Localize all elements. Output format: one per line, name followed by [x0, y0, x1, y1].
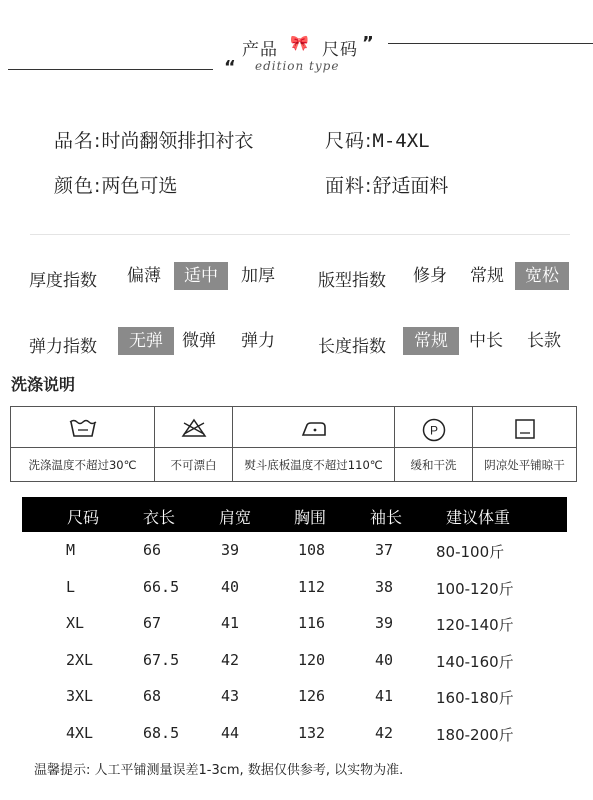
table-cell: 43	[221, 687, 240, 705]
length-option: 中长	[469, 331, 503, 351]
table-cell: 37	[375, 541, 394, 559]
table-cell: 108	[298, 541, 326, 559]
table-cell: 132	[298, 724, 326, 742]
table-cell: 116	[298, 614, 326, 632]
size-table-header-cell: 尺码	[67, 508, 100, 527]
dry-clean-p-icon	[395, 417, 472, 443]
header-quote-close: ”	[362, 33, 374, 54]
product-size-label: 尺码:	[325, 130, 373, 152]
table-cell: 66	[143, 541, 162, 559]
thickness-option: 加厚	[241, 266, 275, 286]
table-cell: 120-140斤	[436, 616, 514, 634]
header-line-left	[8, 69, 213, 70]
length-index-label: 长度指数	[318, 337, 386, 357]
table-cell: 40	[375, 651, 394, 669]
care-text-dryclean: 缓和干洗	[410, 458, 457, 472]
table-cell: 4XL	[66, 724, 94, 742]
product-size	[325, 126, 430, 153]
product-color-label: 颜色:	[54, 175, 102, 197]
bow-icon: 🎀	[290, 34, 309, 52]
table-cell: 80-100斤	[436, 543, 505, 561]
iron-icon	[233, 417, 394, 443]
product-fabric	[325, 171, 448, 198]
fit-option: 修身	[413, 266, 447, 286]
table-cell: XL	[66, 614, 85, 632]
product-fabric-label: 面料:	[325, 175, 373, 197]
thickness-option: 偏薄	[127, 266, 161, 286]
table-cell: 41	[375, 687, 394, 705]
elasticity-option: 微弹	[182, 331, 216, 351]
product-name-label: 品名:	[54, 130, 102, 152]
table-cell: 39	[221, 541, 240, 559]
care-cell-wash	[11, 407, 155, 481]
table-cell: L	[66, 578, 76, 596]
size-table-header-cell: 胸围	[294, 508, 327, 527]
table-cell: 126	[298, 687, 326, 705]
care-text-wash: 洗涤温度不超过30℃	[28, 458, 137, 472]
thickness-option: 适中	[174, 262, 228, 290]
table-cell: 42	[221, 651, 240, 669]
care-cell-dry	[473, 407, 576, 481]
product-size-value: M-4XL	[372, 130, 430, 152]
table-cell: 39	[375, 614, 394, 632]
product-name-value: 时尚翻领排扣衬衣	[101, 130, 254, 152]
header-title-left: 产品	[242, 40, 278, 60]
care-table	[10, 406, 577, 482]
care-cell-iron	[233, 407, 395, 481]
table-cell: 120	[298, 651, 326, 669]
size-table-header-cell: 袖长	[370, 508, 403, 527]
size-table-header	[22, 497, 567, 532]
size-table-header-cell: 肩宽	[219, 508, 252, 527]
table-cell: 38	[375, 578, 394, 596]
header-quote-open: “	[224, 57, 236, 78]
care-text-dry: 阴凉处平铺晾干	[484, 458, 565, 472]
table-cell: 68.5	[143, 724, 180, 742]
care-text-iron: 熨斗底板温度不超过110℃	[244, 458, 383, 472]
length-option: 常规	[403, 327, 459, 355]
no-bleach-icon	[155, 417, 232, 443]
table-cell: 140-160斤	[436, 653, 514, 671]
fit-option: 常规	[470, 266, 504, 286]
table-cell: 67.5	[143, 651, 180, 669]
table-cell: 180-200斤	[436, 726, 514, 744]
size-note: 温馨提示: 人工平铺测量误差1-3cm, 数据仅供参考, 以实物为准.	[34, 763, 404, 778]
table-cell: 44	[221, 724, 240, 742]
care-section-title: 洗涤说明	[11, 375, 76, 394]
thickness-index-label: 厚度指数	[29, 271, 97, 291]
elasticity-option: 无弹	[118, 327, 174, 355]
table-cell: 112	[298, 578, 326, 596]
header-title-right: 尺码	[322, 40, 358, 60]
elasticity-index-label: 弹力指数	[29, 337, 97, 357]
dry-clean-symbol: P	[429, 423, 438, 438]
fit-index-label: 版型指数	[318, 271, 386, 291]
flat-dry-shade-icon	[473, 417, 576, 443]
table-cell: 2XL	[66, 651, 94, 669]
size-table-header-cell: 建议体重	[446, 508, 511, 527]
table-cell: 160-180斤	[436, 689, 514, 707]
product-fabric-value: 舒适面料	[372, 175, 449, 197]
care-cell-dryclean	[395, 407, 473, 481]
elasticity-option: 弹力	[241, 331, 275, 351]
product-name	[54, 126, 253, 153]
care-cell-bleach	[155, 407, 233, 481]
product-color-value: 两色可选	[101, 175, 178, 197]
table-cell: 67	[143, 614, 162, 632]
fit-option: 宽松	[515, 262, 569, 290]
wash-30-icon	[11, 417, 154, 443]
table-cell: 40	[221, 578, 240, 596]
table-cell: 66.5	[143, 578, 180, 596]
length-option: 长款	[527, 331, 561, 351]
table-cell: 3XL	[66, 687, 94, 705]
info-divider	[30, 234, 570, 235]
table-cell: 42	[375, 724, 394, 742]
table-cell: M	[66, 541, 76, 559]
table-cell: 100-120斤	[436, 580, 514, 598]
table-cell: 41	[221, 614, 240, 632]
product-color	[54, 171, 177, 198]
header-line-right	[388, 43, 593, 44]
table-cell: 68	[143, 687, 162, 705]
header-subtitle: edition type	[255, 59, 340, 73]
care-text-bleach: 不可漂白	[170, 458, 217, 472]
size-table-header-cell: 衣长	[143, 508, 176, 527]
